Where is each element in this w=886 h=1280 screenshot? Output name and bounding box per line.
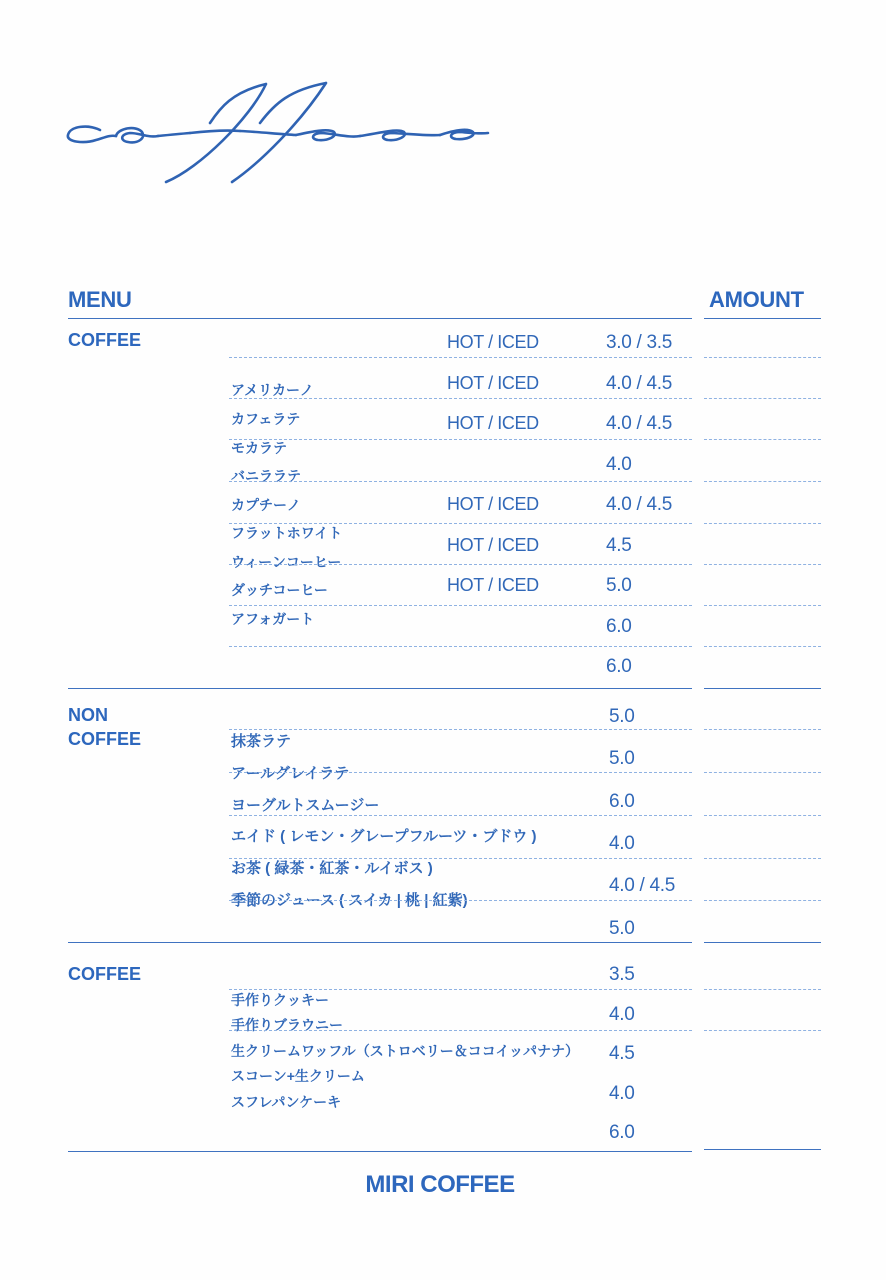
amount-row-divider bbox=[704, 481, 821, 482]
row-divider bbox=[229, 1030, 692, 1031]
amount-row-divider bbox=[704, 858, 821, 859]
list-item: アメリカーノ bbox=[231, 382, 314, 398]
list-item: ダッチコーヒー bbox=[231, 582, 328, 598]
row-divider bbox=[229, 858, 692, 859]
list-item: 手作りクッキー bbox=[231, 992, 329, 1008]
list-item: 手作りブラウニー bbox=[231, 1017, 343, 1033]
price: 4.0 bbox=[609, 1004, 635, 1025]
price: 5.0 bbox=[609, 918, 635, 939]
row-divider bbox=[229, 564, 692, 565]
list-item: 季節のジュース ( スイカ | 桃 | 紅紫) bbox=[231, 892, 468, 909]
price: 4.0 bbox=[606, 454, 632, 475]
list-item: ウィーンコーヒー bbox=[231, 554, 342, 570]
amount-section-divider bbox=[704, 942, 821, 943]
amount-divider bbox=[704, 318, 821, 319]
row-divider bbox=[229, 398, 692, 399]
row-divider bbox=[229, 815, 692, 816]
price: 6.0 bbox=[609, 1122, 635, 1143]
price: 4.0 / 4.5 bbox=[606, 494, 672, 515]
amount-section-divider bbox=[704, 688, 821, 689]
row-divider bbox=[229, 439, 692, 440]
row-divider bbox=[229, 523, 692, 524]
amount-row-divider bbox=[704, 989, 821, 990]
list-item: 生クリームワッフル（ストロベリー＆ココイッパナナ） bbox=[231, 1043, 580, 1059]
section-title-coffee: COFFEE bbox=[68, 330, 142, 350]
price: 4.0 / 4.5 bbox=[609, 875, 675, 896]
price: 4.0 bbox=[609, 833, 635, 854]
row-divider bbox=[229, 605, 692, 606]
coffee-script-title bbox=[60, 78, 490, 193]
section-title-dessert: COFFEE bbox=[68, 964, 142, 984]
section-title-non-coffee-line2: COFFEE bbox=[68, 729, 142, 749]
price: 4.0 / 4.5 bbox=[606, 413, 672, 434]
list-item: カプチーノ bbox=[231, 497, 301, 513]
row-divider bbox=[229, 772, 692, 773]
amount-section-divider bbox=[704, 1149, 821, 1150]
temperature-option: HOT / ICED bbox=[447, 494, 539, 514]
row-divider bbox=[229, 989, 692, 990]
amount-row-divider bbox=[704, 900, 821, 901]
list-item: フラットホワイト bbox=[231, 525, 343, 541]
list-item: モカラテ bbox=[231, 440, 287, 456]
list-item: お茶 ( 緑茶・紅茶・ルイボス ) bbox=[231, 860, 433, 877]
amount-header: AMOUNT bbox=[709, 287, 804, 312]
amount-row-divider bbox=[704, 564, 821, 565]
price: 6.0 bbox=[609, 791, 635, 812]
amount-row-divider bbox=[704, 357, 821, 358]
price: 5.0 bbox=[609, 748, 635, 769]
menu-divider bbox=[68, 318, 692, 319]
list-item: スコーン+生クリーム bbox=[231, 1068, 365, 1084]
list-item: エイド ( レモン・グレープフルーツ・ブドウ ) bbox=[231, 828, 537, 845]
section-divider bbox=[68, 942, 692, 943]
list-item: バニララテ bbox=[231, 468, 301, 484]
amount-row-divider bbox=[704, 1030, 821, 1031]
amount-row-divider bbox=[704, 439, 821, 440]
row-divider bbox=[229, 481, 692, 482]
list-item: スフレパンケーキ bbox=[231, 1094, 342, 1110]
temperature-option: HOT / ICED bbox=[447, 535, 539, 555]
section-title-non-coffee-line1: NON bbox=[68, 705, 108, 725]
price: 6.0 bbox=[606, 656, 632, 677]
section-divider bbox=[68, 1151, 692, 1152]
row-divider bbox=[229, 729, 692, 730]
row-divider bbox=[229, 646, 692, 647]
footer-brand: MIRI COFFEE bbox=[365, 1171, 515, 1198]
price: 4.0 / 4.5 bbox=[606, 373, 672, 394]
price: 4.0 bbox=[609, 1083, 635, 1104]
list-item: アールグレイラテ bbox=[231, 765, 350, 782]
list-item: カフェラテ bbox=[231, 411, 301, 427]
amount-row-divider bbox=[704, 523, 821, 524]
list-item: アフォガート bbox=[231, 611, 315, 627]
row-divider bbox=[229, 357, 692, 358]
amount-row-divider bbox=[704, 398, 821, 399]
menu-header: MENU bbox=[68, 287, 132, 312]
temperature-option: HOT / ICED bbox=[447, 332, 539, 352]
temperature-option: HOT / ICED bbox=[447, 575, 539, 595]
list-item: 抹茶ラテ bbox=[231, 733, 292, 750]
amount-row-divider bbox=[704, 605, 821, 606]
price: 4.5 bbox=[609, 1043, 635, 1064]
price: 5.0 bbox=[606, 575, 632, 596]
temperature-option: HOT / ICED bbox=[447, 413, 539, 433]
row-divider bbox=[229, 900, 692, 901]
amount-row-divider bbox=[704, 815, 821, 816]
amount-row-divider bbox=[704, 646, 821, 647]
amount-row-divider bbox=[704, 772, 821, 773]
list-item: ヨーグルトスムージー bbox=[231, 797, 380, 814]
price: 5.0 bbox=[609, 706, 635, 727]
price: 6.0 bbox=[606, 616, 632, 637]
amount-row-divider bbox=[704, 729, 821, 730]
price: 3.0 / 3.5 bbox=[606, 332, 672, 353]
price: 3.5 bbox=[609, 964, 635, 985]
section-divider bbox=[68, 688, 692, 689]
price: 4.5 bbox=[606, 535, 632, 556]
temperature-option: HOT / ICED bbox=[447, 373, 539, 393]
